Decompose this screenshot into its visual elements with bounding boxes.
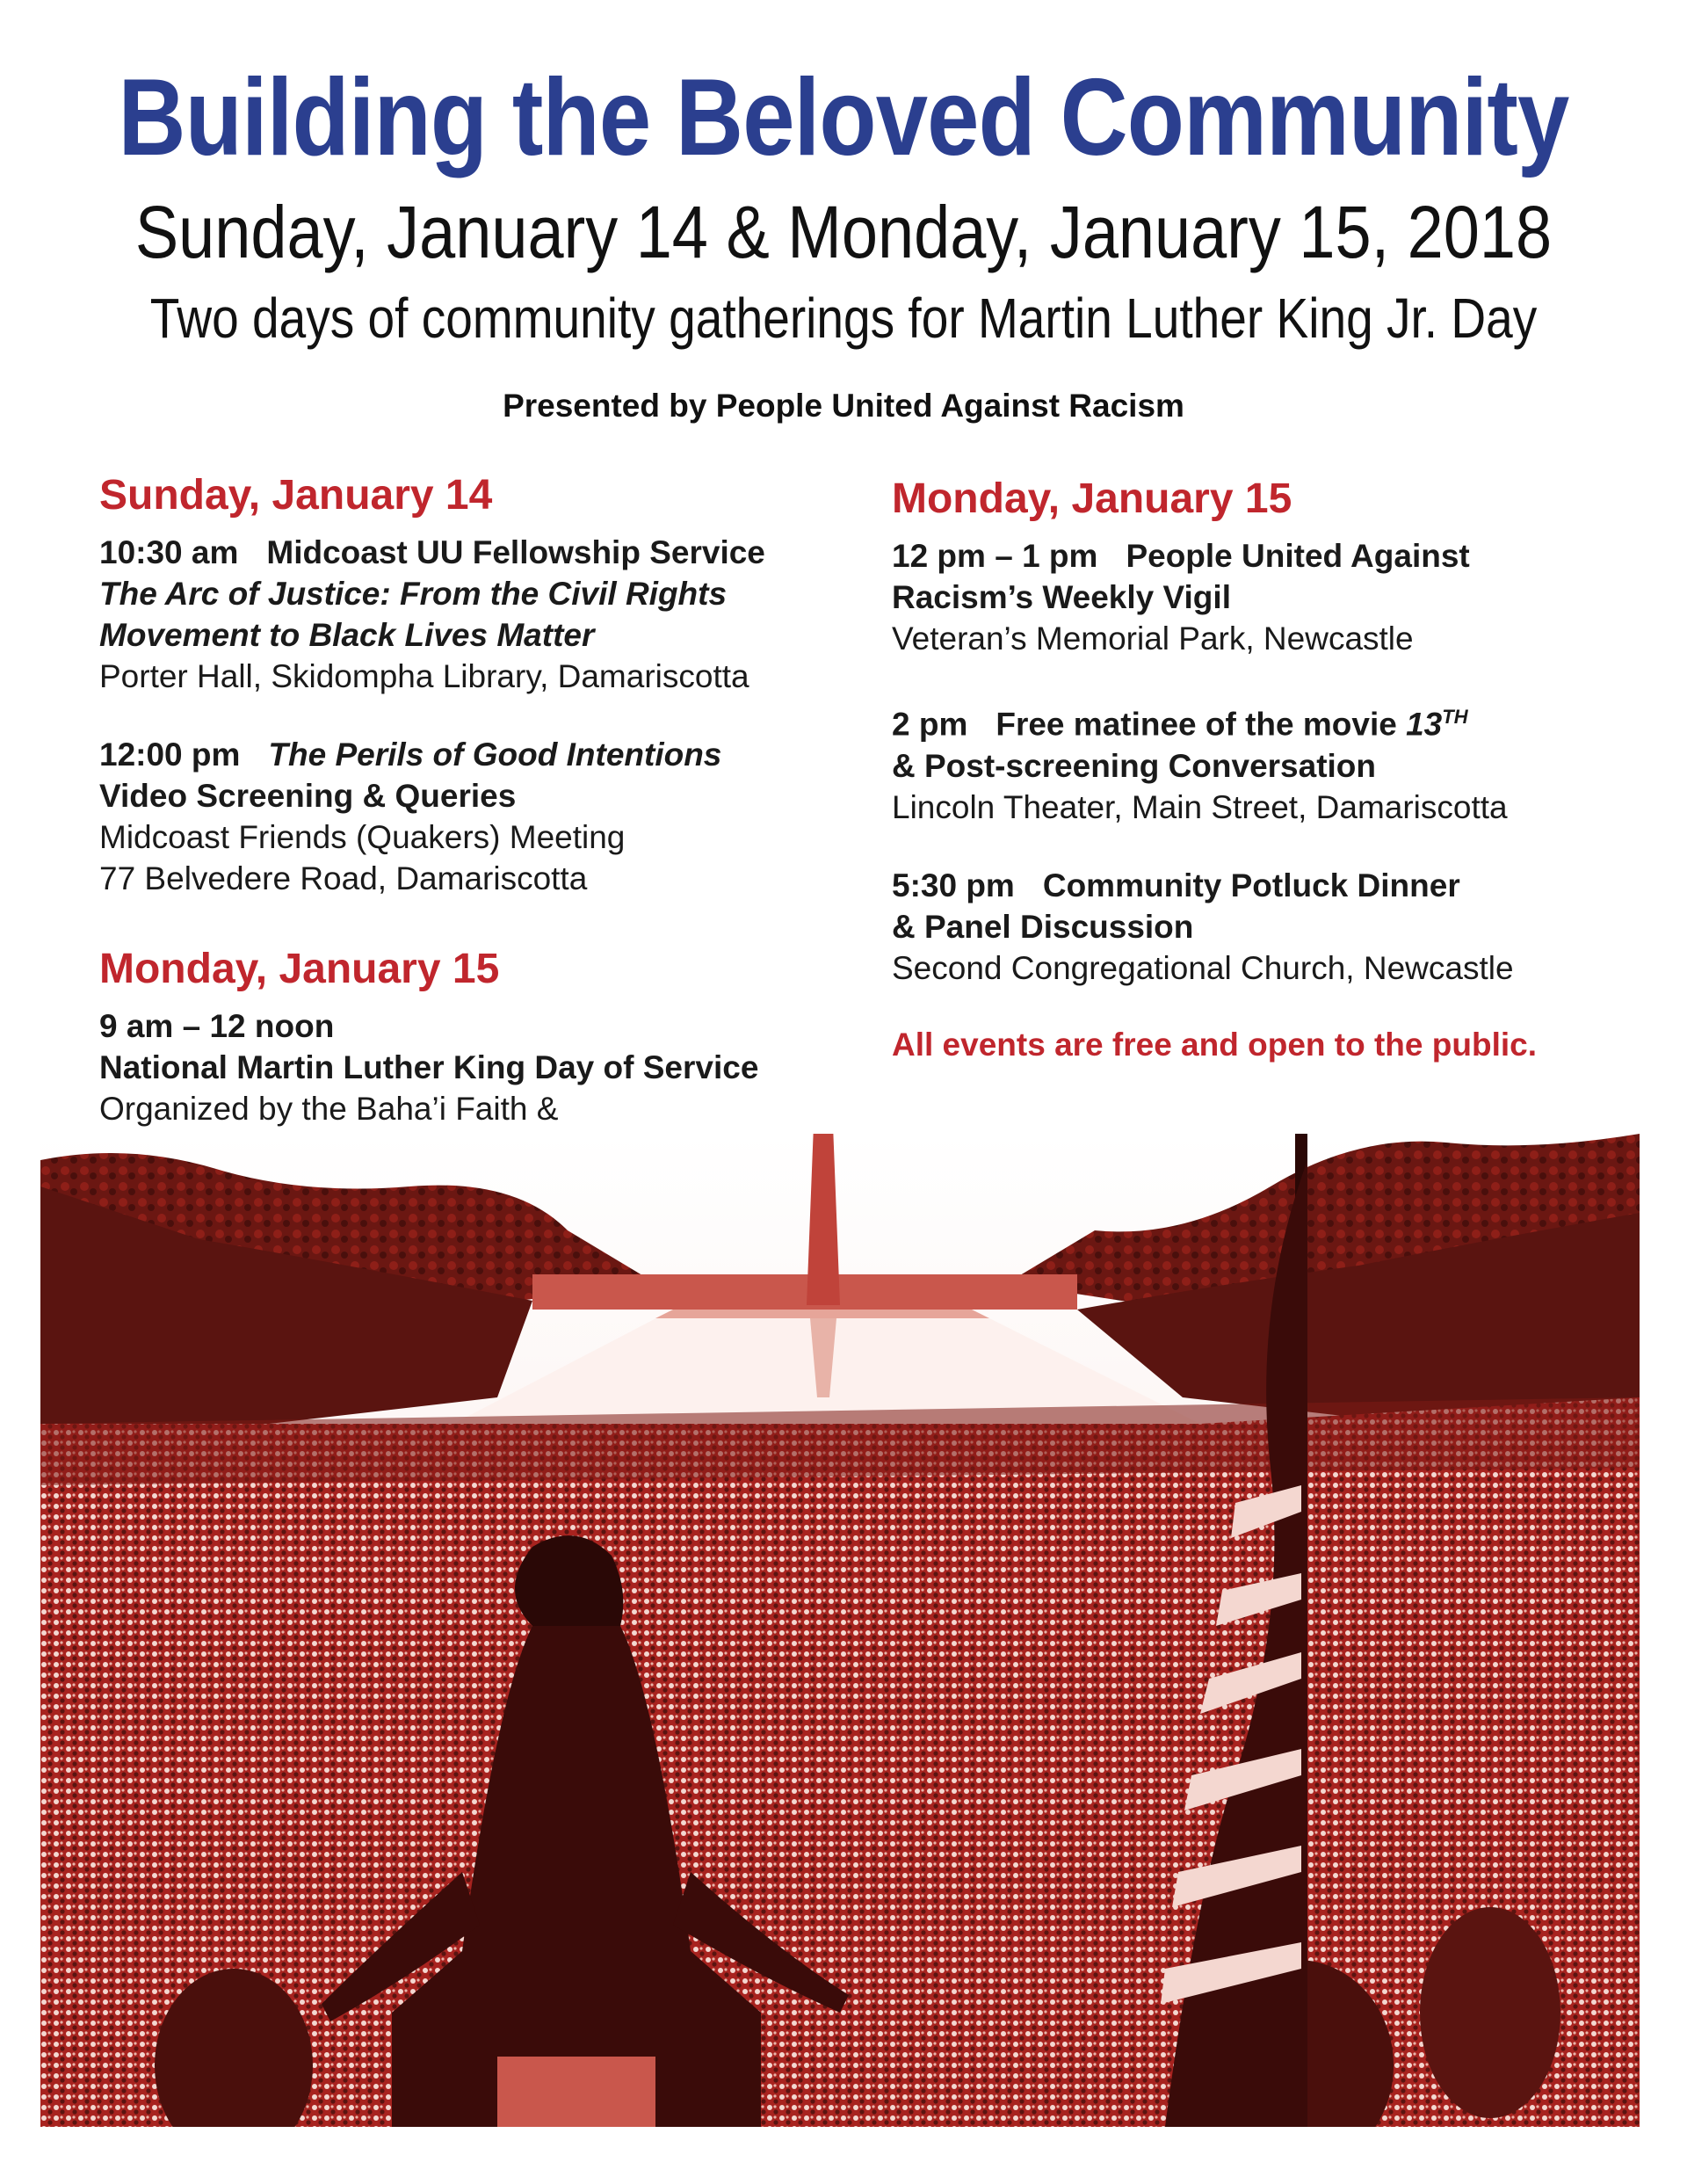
event-location: 77 Belvedere Road, Damariscotta: [99, 860, 588, 897]
event-time: 12 pm – 1 pm: [892, 538, 1098, 575]
event-title-line: Racism’s Weekly Vigil: [892, 579, 1231, 616]
free-events-note: All events are free and open to the public.: [892, 1026, 1537, 1063]
event-title: People United Against: [1126, 538, 1470, 575]
event-subtitle-line: The Arc of Justice: From the Civil Rights: [99, 576, 728, 613]
event-time: 9 am – 12 noon: [99, 1008, 335, 1045]
movie-title-sup: TH: [1442, 706, 1468, 729]
event-time: 2 pm: [892, 706, 968, 743]
monday-heading-right: Monday, January 15: [892, 475, 1292, 522]
monday-heading-left: Monday, January 15: [99, 946, 500, 993]
event-potluck: [892, 865, 1665, 989]
event-title: National Martin Luther King Day of Service: [99, 1049, 759, 1086]
event-subtitle: Two days of community gatherings for Martin Luther King Jr. Day: [149, 287, 1538, 350]
event-time: 10:30 am: [99, 534, 239, 571]
event-title: Community Potluck Dinner: [1042, 867, 1460, 903]
photo-illustration: [40, 1134, 1640, 2127]
event-location: Midcoast Friends (Quakers) Meeting: [99, 819, 626, 856]
event-time: 5:30 pm: [892, 867, 1015, 903]
event-movie-matinee: [892, 696, 1665, 827]
event-title: Free matinee of the movie: [996, 706, 1397, 743]
event-time: 12:00 pm: [99, 736, 241, 773]
presented-by: Presented by People United Against Racism: [503, 388, 1184, 424]
event-subtitle-line: Movement to Black Lives Matter: [99, 617, 595, 654]
event-title: Midcoast UU Fellowship Service: [266, 534, 765, 571]
sunday-heading: Sunday, January 14: [99, 472, 493, 519]
event-title-line: & Panel Discussion: [892, 908, 1194, 945]
event-location: Veteran’s Memorial Park, Newcastle: [892, 620, 1414, 657]
event-location: Second Congregational Church, Newcastle: [892, 949, 1514, 986]
page-title: Building the Beloved Community: [118, 57, 1569, 178]
march-on-washington-photo: [40, 1134, 1640, 2127]
event-uu-service: [99, 532, 872, 697]
left-column: [99, 471, 872, 1249]
right-column: [892, 475, 1665, 1064]
event-title: The Perils of Good Intentions: [268, 736, 722, 773]
event-title-line: & Post-screening Conversation: [892, 747, 1377, 784]
event-perils-screening: [99, 734, 872, 899]
event-location: Porter Hall, Skidompha Library, Damariscotta: [99, 658, 749, 695]
movie-title: 13: [1406, 706, 1443, 743]
event-organizer: Organized by the Baha’i Faith &: [99, 1091, 559, 1128]
event-dates: Sunday, January 14 & Monday, January 15, 2018: [134, 191, 1553, 273]
event-title-line: Video Screening & Queries: [99, 778, 517, 815]
event-weekly-vigil: [892, 535, 1665, 659]
event-location: Lincoln Theater, Main Street, Damariscotta: [892, 788, 1508, 825]
